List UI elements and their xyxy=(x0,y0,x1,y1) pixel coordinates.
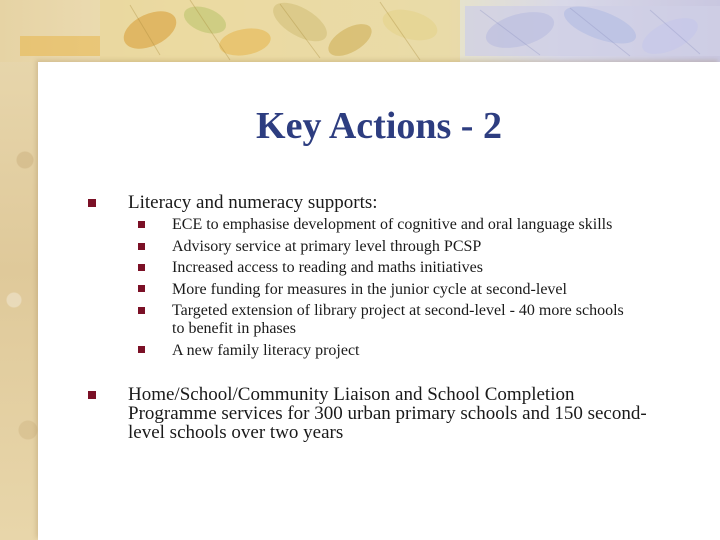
square-bullet-icon xyxy=(138,285,145,292)
sub-bullet-advisory: Advisory service at primary level through PCSP xyxy=(172,238,482,255)
square-bullet-icon xyxy=(138,346,145,353)
bullet-hscl-line2: Programme services for 300 urban primary schools and 150 second- xyxy=(128,403,647,424)
autumn-leaves-banner xyxy=(0,0,720,62)
sub-bullet-library-line1: Targeted extension of library project at second-level - 40 more schools xyxy=(172,302,624,319)
sub-bullet-ece: ECE to emphasise development of cognitive and oral language skills xyxy=(172,216,613,233)
sub-bullet-library-line2: to benefit in phases xyxy=(172,320,296,337)
slide-title: Key Actions - 2 xyxy=(256,105,502,147)
sub-bullet-funding: More funding for measures in the junior cycle at second-level xyxy=(172,281,567,298)
parchment-border xyxy=(0,0,38,540)
square-bullet-icon xyxy=(138,264,145,271)
square-bullet-icon xyxy=(138,221,145,228)
square-bullet-icon xyxy=(138,243,145,250)
square-bullet-icon xyxy=(88,199,96,207)
decorative-banner xyxy=(0,0,720,62)
square-bullet-icon xyxy=(138,307,145,314)
sub-bullet-family-literacy: A new family literacy project xyxy=(172,342,360,359)
square-bullet-icon xyxy=(88,391,96,399)
bullet-hscl-line1: Home/School/Community Liaison and School Completion xyxy=(128,384,575,405)
bullet-literacy-supports: Literacy and numeracy supports: xyxy=(128,192,378,213)
sub-bullet-access: Increased access to reading and maths initiatives xyxy=(172,259,483,276)
bullet-hscl-line3: level schools over two years xyxy=(128,422,344,443)
